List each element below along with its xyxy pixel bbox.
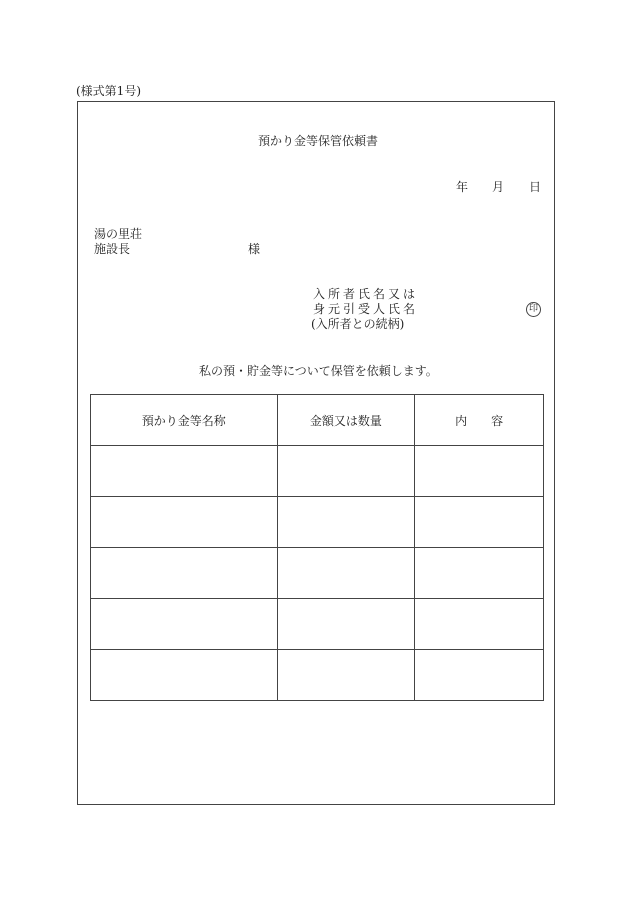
form-number: (様式第1号) (76, 84, 141, 98)
cell-contents[interactable] (415, 599, 544, 650)
cell-amount[interactable] (277, 650, 415, 701)
cell-item-name[interactable] (91, 446, 278, 497)
table-row (91, 650, 544, 701)
cell-item-name[interactable] (91, 497, 278, 548)
applicant-label-3: (入所者との続柄) (311, 317, 405, 331)
table-row (91, 548, 544, 599)
deposit-table (90, 394, 544, 701)
table-row (91, 497, 544, 548)
cell-contents[interactable] (415, 650, 544, 701)
addressee-position: 施設長 (94, 242, 131, 256)
header-contents: 内 容 (415, 395, 544, 446)
request-statement: 私の預・貯金等について保管を依頼します。 (199, 364, 438, 378)
date-day-label: 日 (529, 180, 542, 194)
cell-amount[interactable] (277, 497, 415, 548)
date-year-label: 年 (456, 180, 469, 194)
addressee-facility: 湯の里荘 (94, 227, 143, 241)
applicant-label-2: 身元引受人氏名 (313, 302, 419, 316)
applicant-label-1: 入所者氏名又は (313, 287, 419, 301)
form-title: 預かり金等保管依頼書 (258, 134, 379, 148)
cell-amount[interactable] (277, 446, 415, 497)
cell-item-name[interactable] (91, 650, 278, 701)
cell-contents[interactable] (415, 548, 544, 599)
date-month-label: 月 (492, 180, 505, 194)
cell-item-name[interactable] (91, 599, 278, 650)
addressee-honorific: 様 (248, 242, 261, 256)
seal-icon: 印 (526, 302, 541, 317)
header-amount: 金額又は数量 (277, 395, 415, 446)
cell-amount[interactable] (277, 599, 415, 650)
cell-contents[interactable] (415, 497, 544, 548)
cell-item-name[interactable] (91, 548, 278, 599)
cell-amount[interactable] (277, 548, 415, 599)
table-row (91, 446, 544, 497)
header-item-name: 預かり金等名称 (91, 395, 278, 446)
cell-contents[interactable] (415, 446, 544, 497)
table-header-row (91, 395, 544, 446)
table-row (91, 599, 544, 650)
